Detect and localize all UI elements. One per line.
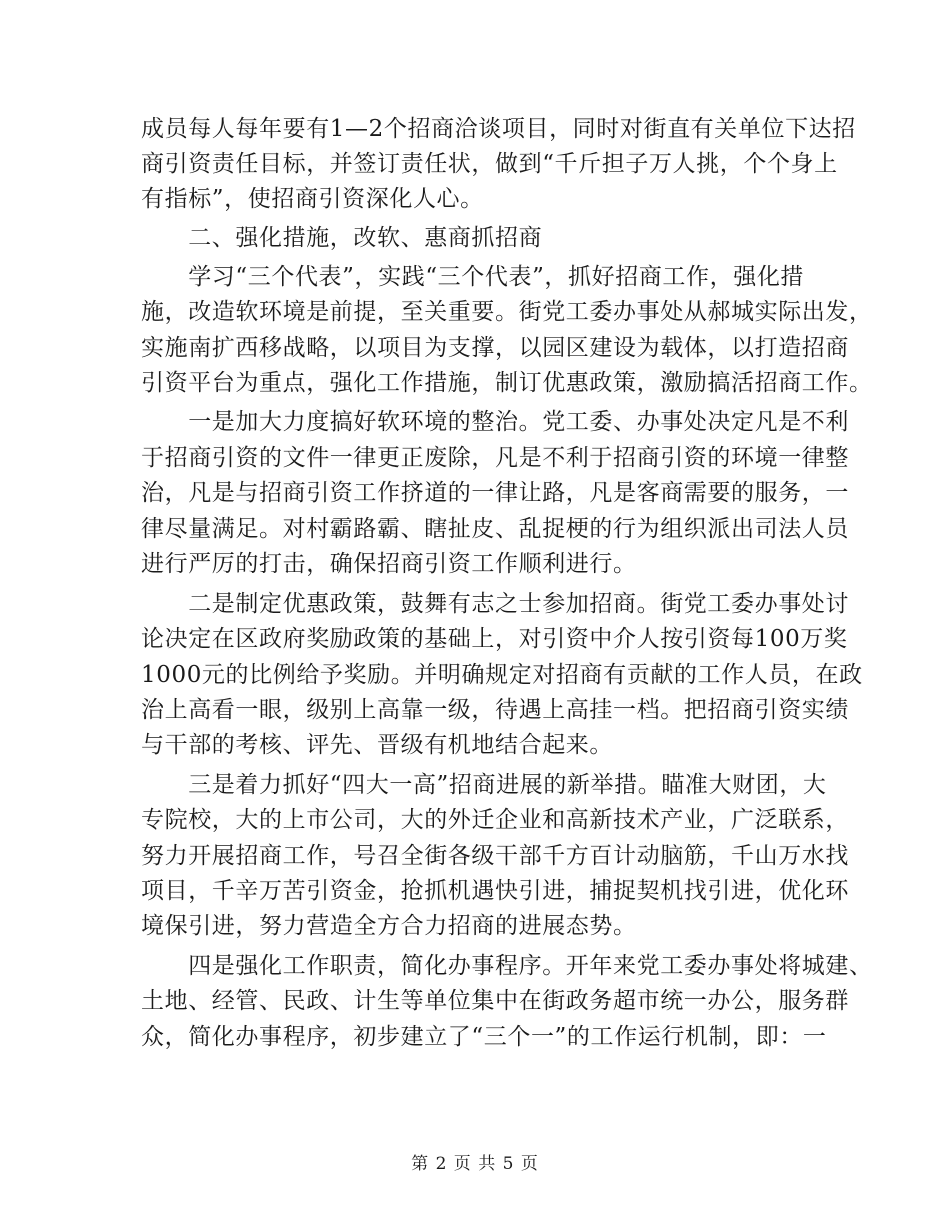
text-line: 论决定在区政府奖励政策的基础上，对引资中介人按引资每100万奖: [141, 626, 848, 652]
text-line: 进行严厉的打击，确保招商引资工作顺利进行。: [141, 551, 637, 577]
text-line: 施，改造软环境是前提，至关重要。街党工委办事处从郝城实际出发，: [141, 299, 873, 325]
text-line: 实施南扩西移战略，以项目为支撑，以园区建设为载体，以打造招商: [141, 335, 849, 361]
text-line: 学习“三个代表”，实践“三个代表”，抓好招商工作，强化措: [141, 264, 805, 290]
text-line: 一是加大力度搞好软环境的整治。党工委、办事处决定凡是不利: [141, 409, 849, 435]
text-line: 四是强化工作职责，简化办事程序。开年来党工委办事处将城建、: [141, 953, 873, 979]
text-line: 项目，千辛万苦引资金，抢抓机遇快引进，捕捉契机找引进，优化环: [141, 878, 849, 904]
text-line: 律尽量满足。对村霸路霸、瞎扯皮、乱捉梗的行为组织派出司法人员: [141, 516, 849, 542]
page-number-footer: 第 2 页 共 5 页: [411, 1154, 539, 1174]
text-line: 三是着力抓好“四大一高”招商进展的新举措。瞄准大财团，大: [141, 772, 827, 798]
text-line: 专院校，大的上市公司，大的外迁企业和高新技术产业，广泛联系，: [141, 807, 849, 833]
text-line: 治上高看一眼，级别上高靠一级，待遇上高挂一档。把招商引资实绩: [141, 697, 849, 723]
text-line: 与干部的考核、评先、晋级有机地结合起来。: [141, 732, 613, 758]
text-line: 引资平台为重点，强化工作措施，制订优惠政策，激励搞活招商工作。: [141, 370, 873, 396]
text-line: 于招商引资的文件一律更正废除，凡是不利于招商引资的环境一律整: [141, 445, 849, 471]
text-line: 土地、经管、民政、计生等单位集中在街政务超市统一办公，服务群: [141, 988, 849, 1014]
section-heading: 二、强化措施，改软、惠商抓招商: [141, 225, 543, 251]
text-line: 治，凡是与招商引资工作挤道的一律让路，凡是客商需要的服务，一: [141, 480, 849, 506]
text-line: 境保引进，努力营造全方合力招商的进展态势。: [141, 913, 637, 939]
text-line: 商引资责任目标，并签订责任状，做到“千斤担子万人挑，个个身上: [141, 151, 838, 177]
text-line: 有指标”，使招商引资深化人心。: [141, 186, 484, 212]
text-line: 众，简化办事程序，初步建立了“三个一”的工作运行机制，即：一: [141, 1024, 827, 1050]
text-line: 努力开展招商工作，号召全街各级干部千方百计动脑筋，千山万水找: [141, 843, 849, 869]
text-line: 二是制定优惠政策，鼓舞有志之士参加招商。街党工委办事处讨: [141, 591, 849, 617]
text-line: 成员每人每年要有1—2个招商洽谈项目，同时对街直有关单位下达招: [141, 116, 856, 142]
text-line: 1000元的比例给予奖励。并明确规定对招商有贡献的工作人员，在政: [141, 662, 863, 688]
